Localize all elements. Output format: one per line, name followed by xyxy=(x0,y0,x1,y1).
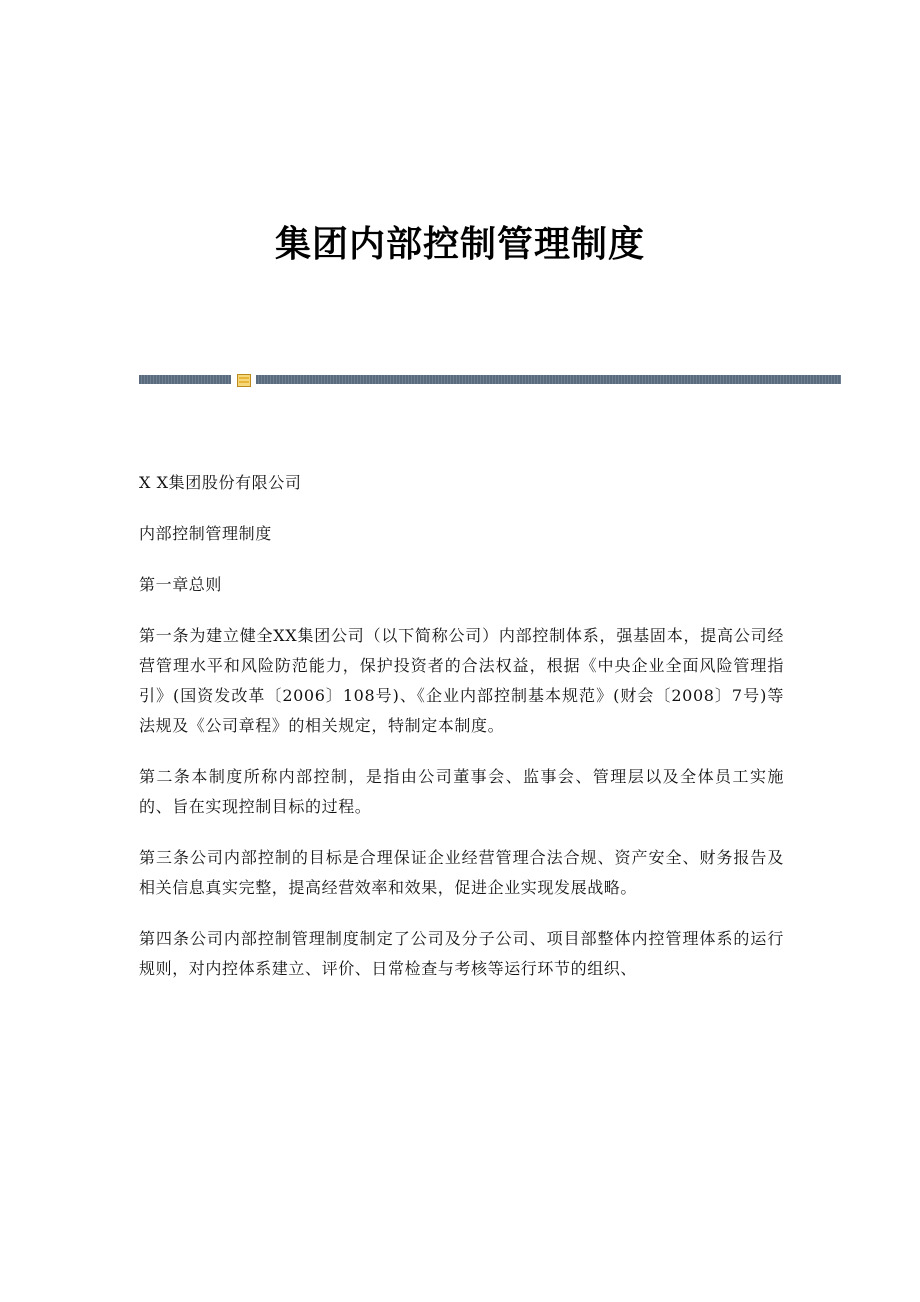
company-name: X X集团股份有限公司 xyxy=(139,473,302,492)
article-1: 第一条为建立健全XX集团公司（以下简称公司）内部控制体系，强基固本，提高公司经营管理水平和风险防范能力，保护投资者的合法权益，根据《中央企业全面风险管理指引》(国资发改革〔2006〕108号)、《企业内部控制基本规范》(财会〔2008〕7号)等法规及《公司章程》的相关规定，特制定本制度。 xyxy=(139,626,784,735)
article-3: 第三条公司内部控制的目标是合理保证企业经营管理合法合规、资产安全、财务报告及相关信息真实完整，提高经营效率和效果，促进企业实现发展战略。 xyxy=(139,848,784,897)
document-body xyxy=(139,468,784,1005)
article-2: 第二条本制度所称内部控制，是指由公司董事会、监事会、管理层以及全体员工实施的、旨在实现控制目标的过程。 xyxy=(139,767,784,816)
title-divider xyxy=(139,375,841,384)
document-title: 集团内部控制管理制度 xyxy=(274,224,645,265)
divider-left-bar xyxy=(139,375,231,384)
divider-right-bar xyxy=(256,375,841,384)
article-4: 第四条公司内部控制管理制度制定了公司及分子公司、项目部整体内控管理体系的运行规则，对内控体系建立、评价、日常检查与考核等运行环节的组织、 xyxy=(139,929,784,978)
chapter-heading: 第一章总则 xyxy=(139,575,223,594)
divider-ornament-icon xyxy=(237,372,251,385)
subtitle: 内部控制管理制度 xyxy=(139,524,272,543)
